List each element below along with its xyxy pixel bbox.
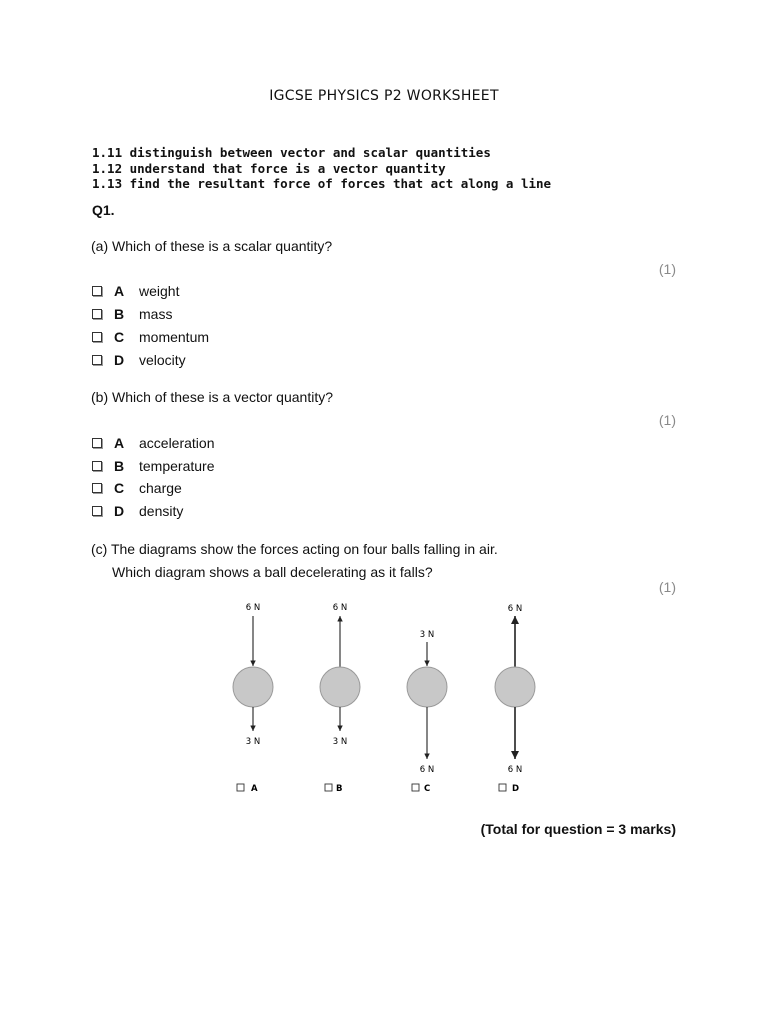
- option-text: momentum: [139, 329, 210, 345]
- diagram-a-letter: A: [251, 784, 258, 794]
- diagram-c: [407, 630, 447, 794]
- diagram-a-bottom-label: 3 N: [245, 737, 261, 747]
- diagram-d: [495, 604, 535, 794]
- option-letter: B: [114, 306, 125, 322]
- worksheet-title: IGCSE PHYSICS P2 WORKSHEET: [269, 88, 499, 104]
- question-number: Q1.: [92, 202, 115, 218]
- answer-checkbox[interactable]: [499, 784, 506, 791]
- option-letter: A: [114, 283, 125, 299]
- option-text: density: [139, 503, 184, 519]
- diagram-c-letter: C: [424, 784, 431, 794]
- diagram-d-top-label: 6 N: [507, 604, 523, 614]
- diagram-b-letter: B: [336, 784, 343, 794]
- option-letter: A: [114, 435, 125, 451]
- part-a-marks: (1): [658, 261, 676, 277]
- part-c-question-line1: (c) The diagrams show the forces acting on four balls falling in air.: [91, 541, 498, 557]
- objective-1-12: 1.12 understand that force is a vector quantity: [92, 160, 446, 176]
- diagram-a-top-label: 6 N: [245, 603, 261, 613]
- diagram-d-letter: D: [512, 784, 520, 794]
- objective-1-13: 1.13 find the resultant force of forces that act along a line: [92, 176, 552, 191]
- part-c-question-line2: Which diagram shows a ball decelerating as it falls?: [112, 564, 433, 580]
- objective-1-11: 1.11 distinguish between vector and scalar quantities: [92, 145, 491, 160]
- ball: [233, 667, 273, 707]
- diagram-b: [320, 603, 360, 794]
- option-letter: D: [114, 352, 125, 368]
- option-text: mass: [139, 306, 173, 322]
- diagram-b-bottom-label: 3 N: [332, 737, 348, 747]
- diagram-d-bottom-label: 6 N: [507, 765, 523, 775]
- option-text: charge: [139, 480, 182, 496]
- answer-checkbox[interactable]: [325, 784, 332, 791]
- option-text: temperature: [139, 458, 215, 474]
- option-text: weight: [139, 283, 180, 299]
- option-text: velocity: [139, 352, 186, 368]
- ball: [407, 667, 447, 707]
- part-a-question: (a) Which of these is a scalar quantity?: [91, 238, 333, 254]
- option-letter: C: [114, 480, 125, 496]
- answer-checkbox[interactable]: [412, 784, 419, 791]
- part-b-question: (b) Which of these is a vector quantity?: [91, 389, 333, 405]
- answer-checkbox[interactable]: [237, 784, 244, 791]
- part-c-marks: (1): [658, 579, 676, 595]
- total-marks: (Total for question = 3 marks): [480, 821, 676, 837]
- diagram-c-top-label: 3 N: [419, 630, 435, 640]
- diagram-c-bottom-label: 6 N: [419, 765, 435, 775]
- option-letter: D: [114, 503, 125, 519]
- diagram-a: [233, 603, 273, 794]
- diagram-b-top-label: 6 N: [332, 603, 348, 613]
- option-letter: C: [114, 329, 125, 345]
- option-letter: B: [114, 458, 125, 474]
- part-b-marks: (1): [658, 412, 676, 428]
- ball: [495, 667, 535, 707]
- ball: [320, 667, 360, 707]
- option-text: acceleration: [139, 435, 215, 451]
